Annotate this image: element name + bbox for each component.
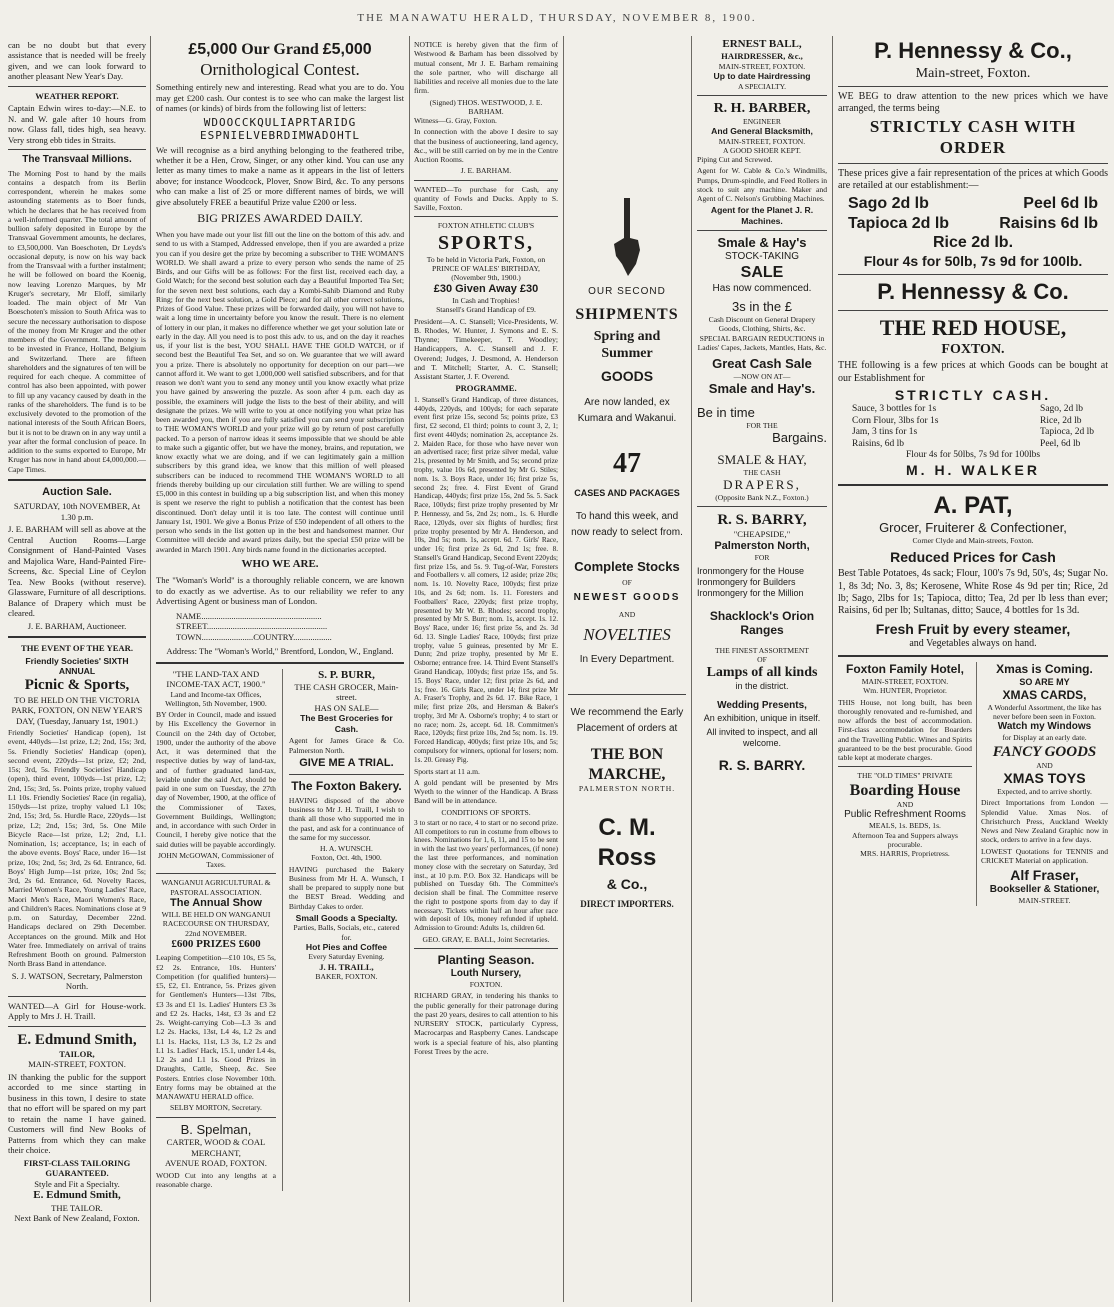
nursery-title: Louth Nursery, <box>450 967 522 979</box>
price-peel: Peel 6d lb <box>1023 195 1098 213</box>
hennessy-title-2: P. Hennessy & Co. <box>877 278 1069 304</box>
sports-start: Sports start at 11 a.m. <box>414 766 480 776</box>
display: for Display at an early date. <box>1002 733 1087 743</box>
discount: 3s in the £ <box>732 299 792 315</box>
fancy-goods: FANCY GOODS <box>992 743 1097 760</box>
smith-signature: E. Edmund Smith, <box>33 1189 121 1202</box>
ironmongery-million: Ironmongery for the Million <box>697 587 804 598</box>
hennessy-address: Main-street, Foxton. <box>915 65 1031 81</box>
of-label: OF <box>622 578 632 588</box>
col6-lower-right <box>981 662 1108 905</box>
puzzle-line-1: WDOOCCKQULIAPRTARIDG <box>203 115 357 129</box>
special-reductions: SPECIAL BARGAIN REDUCTIONS in Ladies' Capes, Jackets, Mantles, Hats, &c. <box>697 333 827 352</box>
masthead: THE MANAWATU HERALD, THURSDAY, NOVEMBER 8, 1900. <box>357 12 757 24</box>
barber-piping: Piping Cut and Screwed. <box>697 155 773 165</box>
traill-name: J. H. TRAILL, <box>319 961 374 972</box>
finest-of: OF <box>757 655 767 665</box>
for-the: FOR THE <box>746 420 778 430</box>
landed: Are now landed, ex Kumara and Wakanui. <box>577 397 677 425</box>
bakery-title: The Foxton Bakery. <box>291 779 402 794</box>
puzzle-line-2: ESPNIELVEBRDIMWADOHTL <box>199 129 361 143</box>
red-house: THE RED HOUSE, <box>879 314 1067 340</box>
red-price-left: Sauce, 3 bottles for 1s Corn Flour, 3lbs for 1s Jam, 3 tins for 1s Raisins, 6d lb <box>852 403 939 449</box>
every-department: In Every Department. <box>579 653 675 665</box>
old-times: THE "OLD TIMES" PRIVATE <box>857 771 953 781</box>
lamps: Lamps of all kinds <box>706 665 818 681</box>
pointing-hand-icon <box>568 198 686 280</box>
stocktaking: STOCK-TAKING <box>724 251 800 263</box>
fraser-title: Alf Fraser, <box>1010 867 1079 884</box>
column-5 <box>693 38 831 1300</box>
xmas-coming: Xmas is Coming. <box>996 662 1093 677</box>
barber-body: Agent for W. Cable & Co.'s Windmills, Pumps, Drum-spindle, and Feed Rollers in stock to suit any machine. Maker and Agent of C. Nelson's Grubbing Machines. <box>697 166 827 204</box>
barry-for: FOR <box>754 553 770 563</box>
intro-text: can be no doubt but that every assistance that is needed will be freely given, and we can look forward to another pleasant New Year's Day. <box>8 40 146 82</box>
district: in the district. <box>735 681 789 692</box>
smith-subtitle: TAILOR, <box>59 1048 95 1059</box>
reduced-body: Best Table Potatoes, 4s sack; Flour, 100's 7s 9d, 50's, 4s; Sugar No. 1, 8s 3d; No. 3, 8s; Kerosene, White Rose 4s 9d per tin; Rice, 2d lb; Sago, 2lbs for 1s; Tapioca, ditto; Tea, 2d per lb less than ever; Raisins, 6d per lb; Sultanas, ditto; Sauce, 4 bottles for 1s 3d. <box>838 568 1108 616</box>
col2-lower <box>156 669 404 1192</box>
event-title: THE EVENT OF THE YEAR. <box>21 643 133 654</box>
notice-body: NOTICE is hereby given that the firm of Westwood & Barham has been dissolved by mutual consent, Mr J. E. Barham remaining the sole partner, who will discharge all liabilities and receive all monies due to the late firm. <box>414 40 558 96</box>
column-3 <box>410 38 562 1300</box>
corner: Corner Clyde and Main-streets, Foxton. <box>912 536 1034 546</box>
smale-hays: Smale and Hay's. <box>708 381 816 397</box>
barber-general: And General Blacksmith, <box>711 126 813 137</box>
ross-title: C. M. Ross <box>597 814 657 871</box>
smith-footer: Next Bank of New Zealand, Foxton. <box>14 1213 140 1224</box>
contest-body: We will recognise as a bird anything belonging to the feathered tribe, whether it be a Hen, Crow, Singer, or any other kind. You can use any letter as many times to make a name as it appears in the list of letters above; for instance Woodcock, Plover, Snow Bird, &c. To any persons who can make a list of 25 or more different names of birds, we will give absolutely FREE a beautiful Prize value £200 or less. <box>156 144 404 207</box>
col2-lower-right <box>289 669 404 1192</box>
auction-title: Auction Sale. <box>42 485 112 498</box>
strictly-cash-order: STRICTLY CASH WITH ORDER <box>869 117 1077 158</box>
picnic-where: TO BE HELD ON THE VICTORIA PARK, FOXTON, ON NEW YEAR'S DAY, (Tuesday, January 1st, 1901.) <box>11 694 143 726</box>
red-body: THE following is a few prices at which Goods can be bought at our Establishment for <box>838 360 1108 384</box>
price-flour: Flour 4s for 50lb, 7s 9d for 100lb. <box>863 252 1083 269</box>
show-name: The Annual Show <box>170 896 262 909</box>
barry-signature: R. S. BARRY. <box>718 757 806 774</box>
sports-title: SPORTS, <box>437 231 535 254</box>
conditions-signature: GEO. GRAY, E. BALL, Joint Secretaries. <box>422 935 550 944</box>
transvaal-title: The Transvaal Millions. <box>22 154 132 166</box>
picnic-signature: S. J. WATSON, Secretary, Palmerston North. <box>11 970 143 992</box>
bon-marche: THE BON MARCHE, <box>588 746 666 783</box>
burr-title: S. P. BURR, <box>318 668 375 681</box>
wanted-girl: WANTED—A Girl for House-work. Apply to Mrs J. H. Traill. <box>8 1000 146 1022</box>
price-raisins: Raisins 6d lb <box>999 214 1098 232</box>
form-town-line: TOWN........................COUNTRY.................. <box>176 631 332 642</box>
contest-title: Ornithological Contest. <box>200 59 360 79</box>
wanted-fowls: WANTED—To purchase for Cash, any quantity of Fowls and Ducks. Apply to S. Saville, Foxton. <box>414 184 558 212</box>
ironmongery-house: Ironmongery for the House <box>697 565 805 576</box>
price-rice: Rice 2d lb. <box>932 234 1014 252</box>
smith-class: FIRST-CLASS TAILORING GUARANTEED. <box>23 1157 131 1179</box>
give-away: £30 Given Away £30 <box>433 282 539 295</box>
contest-header <box>156 40 404 60</box>
notice-witness: Witness—G. Gray, Foxton. <box>414 116 497 125</box>
number-47: 47 <box>613 448 641 480</box>
smith-style: Style and Fit a Specialty. <box>34 1178 120 1189</box>
afternoon-tea: Afternoon Tea and Suppers always procurable. <box>851 830 959 849</box>
ross-co: & Co., <box>606 875 648 892</box>
show-where: WILL BE HELD ON WANGANUI RACECOURSE ON THURSDAY, 22nd NOVEMBER. <box>161 910 271 938</box>
pat-title: A. PAT, <box>933 491 1013 519</box>
our-second: OUR SECOND <box>588 286 666 298</box>
officers: President—A. C. Stansell; Vice-Presidents, W. B. Rhodes, W. Hunter, J. Symons and E. S. Thynne; Timekeeper, T. Woodley; Handicappers, A. C. Stansell and J. F. Overend; Judges, J. Desmond, A. Henderson and T. Mitchell; Starter, A. C. Stansell; Assistant Starter, J. F. Overend. <box>414 316 558 382</box>
column-1 <box>4 38 150 1300</box>
commenced: Has now commenced. <box>712 282 812 294</box>
wonderful: A Wonderful Assortment, the like has never before been seen in Foxton. <box>987 702 1102 721</box>
ball-specialty: A SPECIALTY. <box>737 81 787 91</box>
transvaal-text: The Morning Post to hand by the mails contains a despatch from its Berlin correspondent, wherein he makes some astounding statements as to Boer funds, which he declares that he has received from a well-informed quarter. The total amount of bullion safely deposited in Europe by the Transvaal Government amounts, he declares, to £3,500,000. Van Boeschoten, Dr Leyds's occasional deputy, is now on his way back from the Transvaal with a further instalment; he will be followed on board the Koenig, now leaving Lorenzo Marques, by Mr Kruger's secretary, Mr Eloff, similarly loaded. The main object of Mr Van Boeschoten's mission to South Africa was to secure the necessary authorisation to dispose of the money from Mr Kruger and the other members of the Government. The money is to be invested in France, Holland, Belgium and Switzerland. There are fifteen shareholders and the signatures of ten will be required for each cheque. A committee of control has also been appointed, with power to fill up any vacancy caused by death in the ranks of the shareholders. The fund is to be exclusively devoted to the promotion of the national interests of the South African Boers, but it is not to be drawn on in any way until a year after the formal conclusion of peace. In addition to the sums exported to Europe, Mr Kruger has now in hand about £4,000,000.—Cape Times. <box>8 168 146 474</box>
who-body: The "Woman's World" is a thoroughly reliable concern, we are known to do exactly as we advertise. As to our reliability we refer to any Advertising Agent or business man of London. <box>156 575 404 607</box>
ball-name: ERNEST BALL, <box>722 38 802 50</box>
lowest-quotations: LOWEST Quotations for TENNIS and CRICKET Material on application. <box>980 846 1109 865</box>
great-cash-sale: Great Cash Sale <box>712 356 812 372</box>
who-title: WHO WE ARE. <box>241 557 319 570</box>
picnic-organiser: Friendly Societies' SIXTH ANNUAL <box>25 655 129 676</box>
complete-stocks: Complete Stocks <box>574 558 680 574</box>
spelman-title: B. Spelman, <box>180 1121 252 1137</box>
cases: CASES AND PACKAGES <box>574 487 680 498</box>
bargains: Bargains. <box>772 430 827 446</box>
contest-address: Address: The "Woman's World," Brentford, London, W., England. <box>166 646 394 657</box>
weather-title: WEATHER REPORT. <box>35 90 119 101</box>
xmas-toys: XMAS TOYS <box>1003 770 1086 787</box>
discount-body: Cash Discount on General Drapery Goods, Clothing, Shirts, &c. <box>708 315 816 334</box>
harris: MRS. HARRIS, Proprietress. <box>860 849 950 859</box>
price-row-1 <box>838 194 1108 214</box>
grocer: Grocer, Fruiterer & Confectioner, <box>879 520 1067 536</box>
hotel-title: Foxton Family Hotel, <box>845 662 964 677</box>
form-street-line: STREET........................................................ <box>176 621 328 632</box>
contest-mid: Our Grand <box>241 41 319 58</box>
ball-address: MAIN-STREET, FOXTON. <box>718 61 806 71</box>
barber-engineer: ENGINEER <box>743 116 781 126</box>
notice-signed: (Signed) THOS. WESTWOOD, J. E. BARHAM. <box>429 97 543 116</box>
hotel-body: THIS House, not long built, has been thoroughly renovated and re-furnished, and now affords the best of accommodation. First-class accommodation for Boarders and the Travelling Public. Wines and Spirits guaranteed to be the best procurable. Good table kept at moderate charges. <box>838 697 972 762</box>
beg: WE BEG to draw attention to the new prices which we have arranged, the terms being <box>838 90 1108 115</box>
barry-title: R. S. BARRY, <box>717 512 807 529</box>
wedding: Wedding Presents, <box>717 700 807 712</box>
auction-body: J. E. BARHAM will sell as above at the Central Auction Rooms—Large Consignment of Hand-Painted Vases and Majolica Ware, Hand-Painted Fire-Screens, &c. Special Line of Ceylon Tea. New Books (without reserve). Glassware, Furniture of all descriptions. Balance of Drapery which must be cleared. <box>8 524 146 619</box>
bakery-signature: H. A. WUNSCH. <box>320 844 373 854</box>
auction-signature: J. E. BARHAM, Auctioneer. <box>27 620 127 631</box>
nursery-body: RICHARD GRAY, in tendering his thanks to the public generally for their patronage during the past 20 years, desires to call attention to his NURSERY STOCK, particularly Cypress, Macrocarpas and Raspberry Canes. Landscape work is a special feature of his, also planting Forest Trees by the acre. <box>414 991 558 1056</box>
notice-signature: J. E. BARHAM. <box>460 166 512 176</box>
sports-where: To be held in Victoria Park, Foxton, on PRINCE OF WALES' BIRTHDAY, (November 9th, 1900.) <box>426 254 546 283</box>
price-row-2 <box>838 214 1108 234</box>
smith-title: E. Edmund Smith, <box>17 1031 137 1048</box>
burr-agent: Agent for James Grace & Co. Palmerston North. <box>288 736 404 755</box>
the-cash: THE CASH <box>743 467 781 477</box>
burr-sale: HAS ON SALE— <box>314 702 379 713</box>
ball-trade: HAIRDRESSER, &c., <box>721 51 803 62</box>
programme-title: PROGRAMME. <box>455 383 517 394</box>
contest-amount-left: £5,000 <box>188 41 238 58</box>
newest-goods: NEWEST GOODS <box>573 591 681 603</box>
ready: To hand this week, and now ready to select from. <box>571 510 683 538</box>
boarding-house: Boarding House <box>849 781 961 799</box>
show-body: Leaping Competition—£10 10s, £5 5s, £2 2s. Entrance, 10s. Hunters' Competition (for qualified hunters)—£5, £2, £1. Entrance, 5s. Prizes given for Gentlemen's Hunters—13st 7lbs, £3 3s and £1 1s. Ladies' Hunters £3 3s and £2 2s. Hacks, 14st, £3 3s and £2 2s. Weight-carrying Cob—L3 3s and L2 2s. Hacks, 13st, L4 4s, L2 2s and L1 1s. Hacks, 11st, L3 3s, L2 2s and L1 1s. Ladies' Hack, 15.1, under L4 4s, L2 2s and L1 1s. Good Prizes in Draughts, Cattle, Sheep, &c. See Posters. Entries close November 10th. Entry forms may be obtained at the MANAWATU HERALD office. <box>156 953 276 1102</box>
fraser-sub: Bookseller & Stationer, <box>989 884 1100 896</box>
col6-lower <box>838 662 1108 905</box>
smale-hay: SMALE & HAY, <box>717 451 807 467</box>
opposite: (Opposite Bank N.Z., Foxton.) <box>715 492 809 502</box>
red-house-foxton: FOXTON. <box>941 342 1005 358</box>
meals: MEALS, 1s. BEDS, 1s. <box>869 821 941 831</box>
planet-agent: Agent for the Planet J. R. Machines. <box>710 205 814 226</box>
smith-signature-2: THE TAILOR. <box>51 1202 103 1213</box>
refreshment-rooms: Public Refreshment Rooms <box>844 809 966 821</box>
ironmongery-builders: Ironmongery for Builders <box>697 576 796 587</box>
burr-subtitle: THE CASH GROCER, Main-street. <box>294 682 399 703</box>
bakery-body: HAVING disposed of the above business to Mr J. H. Traill, I wish to thank all those who supported me in the past, and ask for a continuance of the same for my successor. <box>288 795 404 842</box>
ball-date: Up to date Hairdressing <box>713 71 811 82</box>
cheapside: "CHEAPSIDE," <box>733 529 791 540</box>
drapers: DRAPERS, <box>723 477 801 493</box>
shipments: SHIPMENTS <box>575 305 679 323</box>
vegetables: and Vegetables always on hand. <box>909 638 1037 650</box>
and-label: AND <box>618 609 636 619</box>
barry-palmerston: Palmerston North, <box>714 539 810 552</box>
goods: GOODS <box>600 368 654 385</box>
invited: All invited to inspect, and all welcome. <box>706 727 818 749</box>
weather-text: Captain Edwin wires to-day:—N.E. to N. and W. gale after 10 hours from now. Glass fall, tides high, sea heavy. Very strong ebb tides in Straits. <box>8 103 146 145</box>
auction-date: SATURDAY, 10th NOVEMBER, At 1.30 p.m. <box>13 501 141 522</box>
prizes-title: BIG PRIZES AWARDED DAILY. <box>197 211 363 226</box>
nursery-place: FOXTON. <box>469 980 503 990</box>
spelman-address: AVENUE ROAD, FOXTON. <box>165 1158 267 1169</box>
show-signature: SELBY MORTON, Secretary. <box>170 1103 262 1113</box>
column-rule <box>691 36 692 1302</box>
red-price-list <box>838 404 1108 450</box>
column-rule <box>150 36 151 1302</box>
club-title: FOXTON ATHLETIC CLUB'S <box>437 221 535 231</box>
spelman-body: CARTER, WOOD & COAL MERCHANT, <box>166 1137 266 1158</box>
give-cash: In Cash and Trophies! <box>452 296 520 306</box>
exhibition: An exhibition, unique in itself. <box>703 712 821 723</box>
col6-lower-left <box>838 662 972 905</box>
hennessy-title: P. Hennessy & Co., <box>874 38 1072 63</box>
watch-windows: Watch my Windows <box>997 721 1092 733</box>
red-flour: Flour 4s for 50lbs, 7s 9d for 100lbs <box>905 450 1041 461</box>
contest-amount-right: £5,000 <box>322 41 372 58</box>
smith-body: IN thanking the public for the support accorded to me since starting in business in this town, I desire to state that no effort will be spared on my part to retain the name I have gained. Customers will find New Books of Patterns from which they can make their choice. <box>8 1071 146 1156</box>
prizes-body: When you have made out your list fill out the line on the bottom of this adv. and send to us with a Stamped, Addressed envelope, then if you are awarded a prize you can if you desire get the prize by becoming a subscriber to THE WOMAN'S WORLD. We shall award a prize to every person who sends the name of 25 Birds, and our Gifts will be as follows: For the first list, received each day, a Gold Watch; for the second best solution each day a Beautiful Imported Tea Set; for the seven next best solutions, each day a Kombi-Sahib Diamond and Ruby Ring; for the next best solution, a Gold Piece; and for all other correct solutions, Prizes of Good Value. These prizes will be forwarded daily, you will not have to wait a long time in uncertainty before you know the result. There is no element of lottery in our plan, it makes no difference whether we get your solution late or early in the day. All you need is to post this adv. to us, and on the day it reaches us, if your list is the best, YOU SHALL HAVE THE GOLD WATCH, or if second best the Beautiful Tea Set, and so on. We guarantee that we will award you a prize. There is absolutely no opportunity for deception on our part—we cannot afford it. We want to get 1,000,000 well satisfied subscribers, and for that reason we don't want you to send any money until you know exactly what prize you have gained by answering the puzzle. As soon after 4 p.m. each day as possible, the examiners will judge the lists to the best of their ability, and will designate the prizes. We will write to you at once notifying you what prize has been awarded you, then if you are fully satisfied you can send your subscription to THE WOMAN'S WORLD and your prize will go by return of post carefully packed. To a person of narrow ideas it seems impossible that we should be able to make such a gigantic offer, but we have the money, brains, and reputation, we know exactly what we are doing, and if we can legitimately gain a million subscribers by this grand idea, we know that this million of well pleased subscribers can be induced to recommend THE WOMAN'S WORLD to all friends thereby building up our circulation still further. We are willing to spend £5,000 in this contest in building up a big subscription list, and when this money is spent we reserve the right to publish a notification that the contest has been discontinued. Don't delay until it is too late. The contest will continue until January 1st, 1901. We give a Bonus Prize of £50 independent of all others to the person who sends in the list gotten up in the best and handsomest manner. Our Committee will decide and award prizes daily, but the special £50 prize will be awarded in March 1901. Any birds name found in the dictionaries accepted. <box>156 230 404 554</box>
fresh-fruit: Fresh Fruit by every steamer, <box>875 621 1071 638</box>
smith-address: MAIN-STREET, FOXTON. <box>28 1059 126 1070</box>
barber-address: MAIN-STREET, FOXTON. <box>718 136 806 146</box>
form-name-line: NAME........................................................ <box>176 610 322 621</box>
xmas-cards: XMAS CARDS, <box>1002 687 1087 702</box>
now-on: —NOW ON AT— <box>733 371 791 381</box>
show-prizes: £600 PRIZES £600 <box>171 937 261 950</box>
finest: THE FINEST ASSORTMENT <box>715 645 809 655</box>
picnic-title: Picnic & Sports, <box>24 677 130 694</box>
tax-title: "THE LAND-TAX AND INCOME-TAX ACT, 1900." <box>166 668 266 690</box>
spelman-wood: WOOD Cut into any lengths at a reasonable charge. <box>156 1170 276 1190</box>
hotel-address: MAIN-STREET, FOXTON. <box>861 677 949 686</box>
pendant: A gold pendant will be presented by Mrs Wyeth to the winner of the Handicap. A Brass Band will be in attendance. <box>414 777 558 806</box>
column-2 <box>152 38 408 1300</box>
prices-intro: These prices give a fair representation of the prices at which Goods are retailed at our establishment:— <box>838 167 1108 191</box>
reduced: Reduced Prices for Cash <box>890 549 1056 566</box>
smale-title: Smale & Hay's <box>717 235 807 251</box>
recommend: We recommend the Early Placement of orders at <box>570 707 684 735</box>
planting-title: Planting Season. <box>437 953 535 968</box>
entry-form <box>176 611 384 642</box>
hotel-proprietor: Wm. HUNTER, Proprietor. <box>863 686 947 696</box>
arrive-shortly: Expected, and to arrive shortly. <box>997 787 1092 797</box>
barber-shoer: A GOOD SHOER KEPT. <box>723 145 801 155</box>
traill-baker: BAKER, FOXTON. <box>315 972 378 982</box>
barber-title: R. H. BARBER, <box>713 100 811 116</box>
be-in-time: Be in time <box>697 404 755 420</box>
price-tapioca: Tapioca 2d lb <box>848 214 950 232</box>
traill-small: Small Goods a Specialty. <box>295 912 398 923</box>
strictly-cash: STRICTLY CASH. <box>894 386 1052 403</box>
burr-trial: GIVE ME A TRIAL. <box>299 756 394 769</box>
price-sago: Sago 2d lb <box>848 195 929 213</box>
contest-intro: Something entirely new and interesting. Read what you are to do. You may get £200 cash. Our contest is to see who can make the largest list of names (or kinds) of birds from the following list of letters: <box>156 82 404 114</box>
boarding-and: AND <box>896 800 914 810</box>
column-rule <box>832 36 833 1302</box>
tax-place: Land and Income-tax Offices, Wellington, 5th November, 1900. <box>165 689 267 708</box>
column-4 <box>564 38 690 1300</box>
traill-evening: Every Saturday Evening. <box>308 952 385 962</box>
traill-parties: Parties, Balls, Socials, etc., catered for. <box>293 923 400 942</box>
so-are-my: SO ARE MY <box>1019 677 1070 687</box>
bakery-date: Foxton, Oct. 4th, 1900. <box>311 853 382 863</box>
fraser-address: MAIN-STREET. <box>1018 896 1071 906</box>
novelties: NOVELTIES <box>583 625 671 645</box>
programme-text: 1. Stansell's Grand Handicap, of three distances, 440yds, 220yds, and 100yds; for each separate event first prize 15s, second 5s; points prize, £3 first, £2 second, £1 third; points to count 3, 2, 1; first event 440yds; nomination 2s, acceptance 2s. 2. Maiden Race, for those who have never won an advertised race; first prize silver medal, value 21s, presented by Mr Smith, and 5s; second prize trophy, value 10s 6d, presented by Mr G. Stiles; nom. 1s. 3. Boys Race, under 16; first prize 5s, second 2s; free. 4. First Event of Grand Handicap, 440yds; first prize 15s, 2nd 5s. 5. Sack Race, 100yds; first prize trophy presented by Mr P. Hennessy, and 5s, 2nd 2s; nom., 1s. 6. Hurdle Race, 120yds, over six flights of hurdles; first prize trophy presented by Mr A. Henderson, and 10s, 2nd 5s; nom. 1s, accept. 6d. 7. Girls' Race, under 16; first prize 2s 6d, 2nd 1s; free. 8. Stansell's Grand Handicap, Second Event 220yds; first prize 15s, and 5s. 9. Tug-of-War, Foresters and Footballers v. all comers, 12 aside; prize 20s; nom. 1s. 10. Novelty Race, 100yds; first prize 10s, and 2s 6d; nom. 1s. 11. Foresters and Footballers' Race, 220yds; first prize trophy, presented by Mr W. B. Rhodes; second trophy, presented by Mr S. Burr; nom. 1s, accept. 1s. 12. Boys' Race, under 16; first prize 5s, and 2s. 3d 6d. 13. Single Ladies' Race, 100yds; first prize trophy, value 5 guineas, presented by Mr E. Dunn; 2nd prize trophy, presented by Mr E. Osborne; entrance free. 14. Third Event Stansell's Grand Handicap, 100yds; first prize 15s, and 5s. 15. Boys' Race, under 12; first prize 2s 6d, and 1s; free. 16. Girls Race, under 14; first prize Mr A. Fraser's Trophy, and 2s 6d. 17. Bike Race, 1 mile; first prize 20s, and Hersman & Baker's trophy, 3rd Mr A. Osborne's trophy; 4 to start or no race; nom. 2s, accept. 6d. 18. Commitmen's Race, 120yds; first prize 10s, 2nd 5s; nom. 1s. 19. Forced Handicap, 400yds; first prize 10s, and 5s; compulsory for winners, optional for losers; nom. 1s. 20. Greasy Pig. <box>414 395 558 764</box>
sale: SALE <box>740 264 784 282</box>
burr-best: The Best Groceries for Cash. <box>300 713 393 734</box>
fancy-and: AND <box>1036 760 1053 770</box>
column-6 <box>834 38 1112 1300</box>
picnic-body: Friendly Societies' Handicap (open), 1st event, 440yds—1st prize, L2; 2nd, 15s; 3rd, 5s. Friendly Societies' Handicap (open), second event, 220yds—1st prize, £2; 2nd, 15s; 3rd, 5s. Friendly Societies' Handicap (open), third event, 100yds—1st prize, L2; 2nd, 15s; 3rd, 5s. Points prize, trophy valued L1 10s. Friendly Societies' Race (in regalia), 150yds—1st prize, trophy valued L1 10s; 2nd, 15s; 3rd, 5s. Hurdle Race, 220yds—1st prize, L2; 2nd, 15s; 3rd, 5s. One Mile Bicycle Race—1st prize, L2; 2nd, L1. Nomination, 1s; acceptance, 1s; in each of the above events. Boys' Race, under 16—1st prize, 10s; 2nd, 5s; 3rd, 2s 6d. Entrance, 6d. Boys' High Jump—1st prize, 10s; 2nd 5s; 3rd, 2s 6d. Entrance, 6d. Novelty Races, Married Women's Race, Young Ladies' Race, Maori Men's Race, Maori Women's Race, and Children's Races. Nominations close at 9 p.m. on Saturday, December 22nd. Handicaps declared on 29th December. Acceptances on the ground. Milk and Hot Water free. Immediately on arrival of trains Refreshment Booth on ground. Palmerston North Brass Band in attendance. <box>8 728 146 969</box>
tax-signature: JOHN McGOWAN, Commissioner of Taxes. <box>157 850 274 870</box>
direct-importations: Direct Importations from London —Splendid Value. Xmas Nos. of Christchurch Press, Auckland Weekly News and New Zealand Graphic now in stock, orders to arrive in a few days. <box>980 798 1109 845</box>
traill-pies: Hot Pies and Coffee <box>305 941 388 952</box>
walker: M. H. WALKER <box>906 461 1040 478</box>
show-title: WANGANUI AGRICULTURAL & PASTORAL ASSOCIATION. <box>161 878 271 897</box>
traill-body: HAVING purchased the Bakery Business from Mr H. A. Wunsch, I shall be prepared to supply none but the BEST Bread. Wedding and Birthday Cakes to order. <box>288 864 404 911</box>
palmerston: PALMERSTON NORTH. <box>578 784 676 794</box>
spring-summer: Spring and Summer <box>593 329 661 362</box>
conditions-text: 3 to start or no race, 4 to start or no second prize. All competitors to run in costume from elbows to knees. Nominations for 1, 6, 11, and 15 to be sent in with the last two years' performances, (if none) the last three performances, and nomination money close with the secretary on Saturday, 3rd inst., at 10 p.m. P.O. Box 32. Handicaps will be published on Tuesday 6th. The Committee's decision shall be final. The Committee reserve the right to postpone sports from day to day if necessary. Tickets within half an hour after race with deposit of 10s, money refunded if upheld. Admission to Ground: Adults 1s, children 6d. <box>414 818 558 933</box>
tax-body: BY Order in Council, made and issued by His Excellency the Governor in Council on the 24th day of October, 1900, under the authority of the above Act, it was determined that the respective duties by way of land-tax, and of further graduated land-tax, leviable under the said Act, should be paid in one sum on Tuesday, the 27th day of November, 1900, at the office of the Commissioner of Taxes, Government Buildings, Wellington; and, in accordance with such Order in Council, I hereby give notice that the said duties will be payable accordingly. <box>156 710 276 849</box>
red-price-right: Sago, 2d lb Rice, 2d lb Tapioca, 2d lb Peel, 6d lb <box>1040 403 1094 449</box>
notice-body-2: In connection with the above I desire to say that the business of auctioneering, land agency, &c., will be still carried on by me in the Centre Auction Rooms. <box>414 127 558 164</box>
direct-importers: DIRECT IMPORTERS. <box>580 898 674 909</box>
shacklock: Shacklock's Orion Ranges <box>709 608 815 638</box>
conditions-title: CONDITIONS OF SPORTS. <box>441 807 531 817</box>
col2-lower-left <box>156 669 276 1192</box>
stansell-handicap: Stansell's Grand Handicap of £9. <box>436 305 536 315</box>
